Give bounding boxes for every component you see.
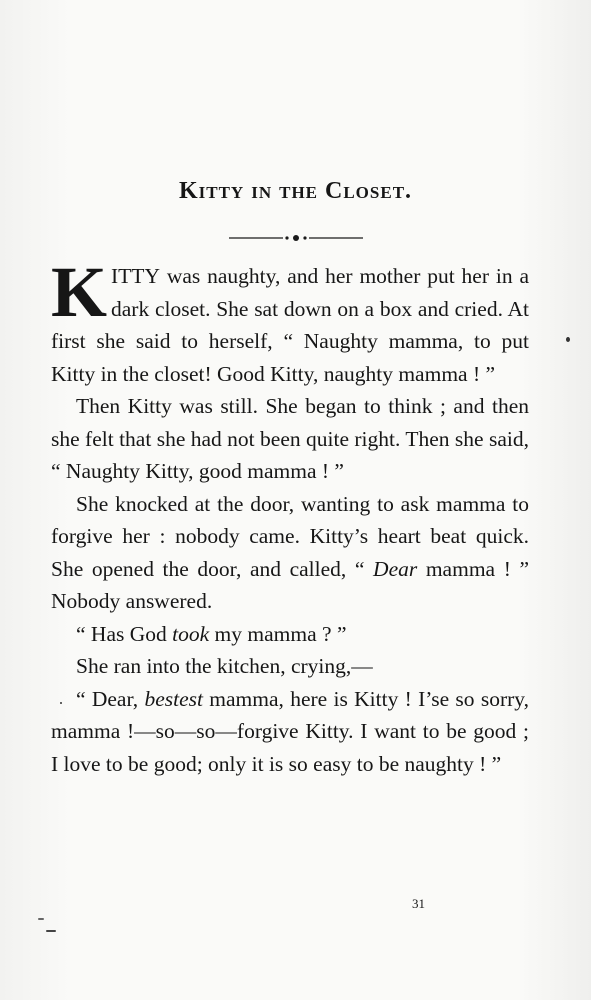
ink-speck: [38, 918, 44, 920]
first-word: ITTY: [111, 264, 160, 288]
paragraph: [51, 390, 529, 488]
paragraph-text: She ran into the kitchen, crying,—: [76, 654, 373, 678]
paragraph-text: mamma ! ” Nobody answered.: [51, 556, 530, 613]
emphasis-text: took: [172, 621, 210, 646]
paragraph-text: my mamma ? ”: [209, 621, 347, 646]
paragraph-text: “ Has God: [76, 621, 173, 646]
paragraph: [51, 618, 529, 651]
ink-speck: [60, 702, 62, 704]
paragraph-text: mamma, here is Kitty ! I’se so sorry, mamma !—so—so—forgive Kitty. I want to be good ; I love to be good; only it is so easy to be naughty ! ”: [51, 686, 529, 776]
paragraph: [51, 650, 529, 683]
emphasis-text: Dear: [373, 556, 418, 581]
paragraph-text: was naughty, and her mother put her in a dark closet. She sat down on a box and cried. At first she said to herself, “ Naughty mamma, to put Kitty in the closet! Good Kitty, naughty mamma ! ”: [51, 264, 529, 386]
paragraph-text: “ Dear,: [76, 686, 145, 711]
ornament-divider: [0, 230, 591, 248]
ink-speck: [566, 337, 570, 342]
ornament-rule-icon: [229, 233, 363, 243]
paragraph-text: Then Kitty was still. She began to think ; and then she felt that she had not been quite right. Then she said, “ Naughty Kitty, good mamma ! ”: [51, 394, 529, 483]
emphasis-text: bestest: [144, 686, 203, 711]
page-number: 31: [412, 896, 425, 911]
chapter-title: Kitty in the Closet.: [178, 178, 413, 204]
paragraph: [51, 683, 529, 781]
story-text: [51, 252, 530, 780]
drop-cap: K: [51, 252, 108, 332]
paragraph: [51, 488, 529, 618]
paragraph-text: She knocked at the door, wanting to ask mamma to forgive her : nobody came. Kitty’s heart beat quick. She opened the door, and called, “: [51, 491, 529, 581]
ink-speck: [46, 930, 56, 932]
paragraph: [51, 252, 529, 390]
